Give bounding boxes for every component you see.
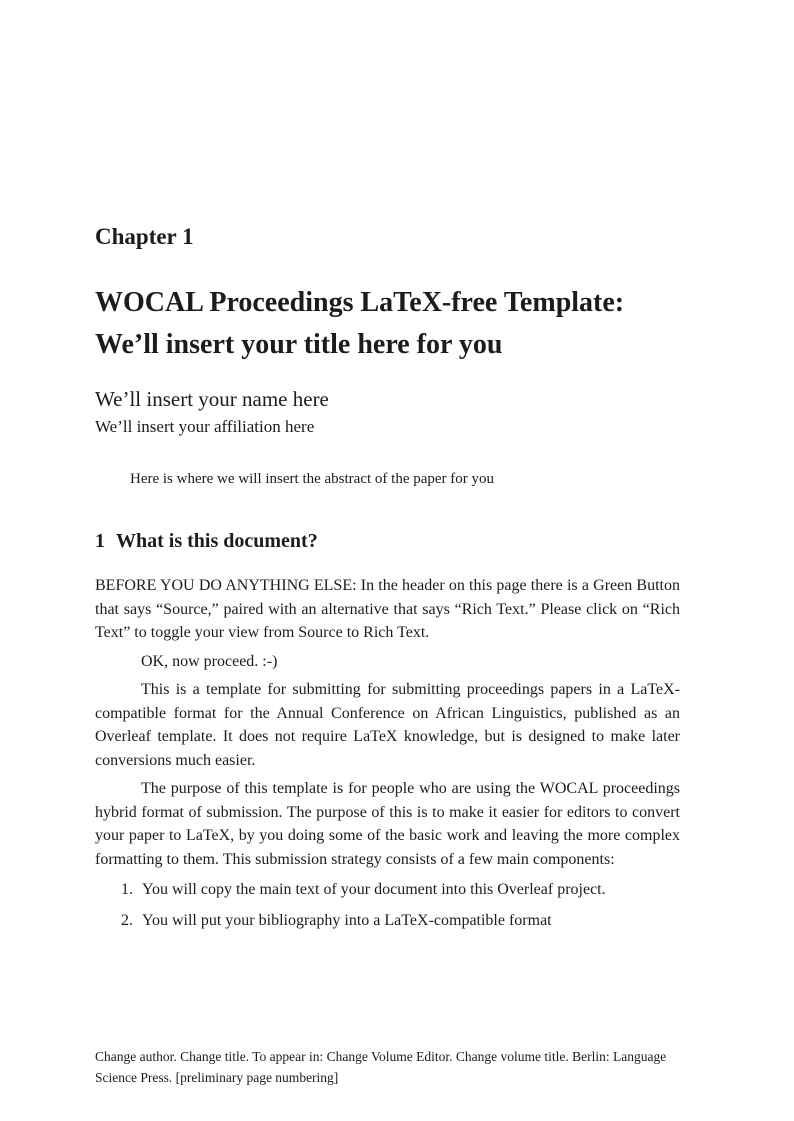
author-name: We’ll insert your name here xyxy=(95,387,329,411)
footer-citation-note: Change author. Change title. To appear in: Change Volume Editor. Change volume title. Berlin: Language Science Press. [preliminary page numbering] xyxy=(95,1049,667,1085)
paragraph: The purpose of this template is for people who are using the WOCAL proceedings hybrid format of submission. The purpose of this is to make it easier for editors to convert your paper to LaTeX, by you doing some of the basic work and leaving the more complex formatting to them. This submission strategy consists of a few main components: xyxy=(95,780,680,868)
list-item-text: You will put your bibliography into a LaTeX-compatible format xyxy=(142,911,552,929)
page-content xyxy=(95,0,680,932)
section-number: 1 xyxy=(95,530,105,552)
author-affiliation: We’ll insert your affiliation here xyxy=(95,417,315,436)
list-item-number: 2. xyxy=(121,911,133,929)
list-item-text: You will copy the main text of your document into this Overleaf project. xyxy=(142,881,606,898)
paragraph: This is a template for submitting for submitting proceedings papers in a LaTeX-compatible format for the Annual Conference on African Linguistics, published as an Overleaf template. It does not require LaTeX knowledge, but is designed to make later conversions much easier. xyxy=(95,681,680,769)
chapter-title: WOCAL Proceedings LaTeX-free Template: We’ll insert your title here for you xyxy=(95,287,625,360)
abstract-text: Here is where we will insert the abstract of the paper for you xyxy=(130,471,495,487)
list-item-number: 1. xyxy=(121,881,133,898)
body-text xyxy=(95,574,680,871)
section-title: What is this document? xyxy=(116,530,318,552)
chapter-label: Chapter 1 xyxy=(95,224,194,249)
paragraph: OK, now proceed. :-) xyxy=(141,652,278,670)
list-item xyxy=(95,909,680,933)
components-list xyxy=(95,878,680,932)
section-heading xyxy=(95,529,680,553)
paragraph: BEFORE YOU DO ANYTHING ELSE: In the header on this page there is a Green Button that says “Source,” paired with an alternative that says “Rich Text.” Please click on “Rich Text” to toggle your view from Source to Rich Text. xyxy=(95,577,680,641)
list-item xyxy=(95,878,680,902)
